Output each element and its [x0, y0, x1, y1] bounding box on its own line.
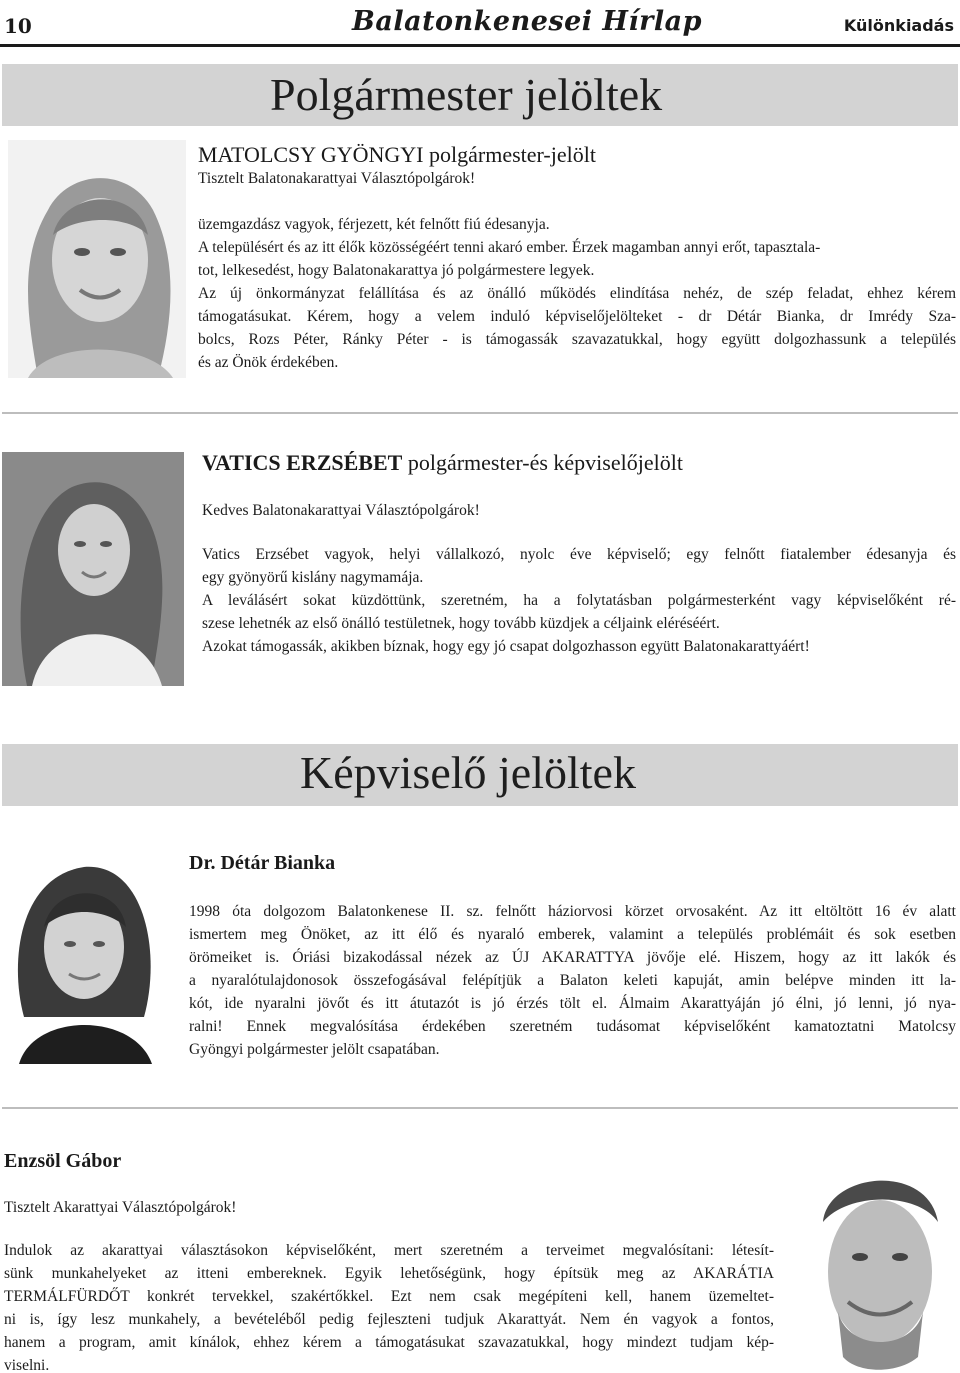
separator-1 — [2, 412, 958, 414]
candidate-name-vatics: VATICS ERZSÉBET — [202, 450, 403, 475]
greeting-matolcsy: Tisztelt Balatonakarattyai Választópolgárok! — [198, 170, 476, 187]
candidate-text-enzsol — [4, 1196, 774, 1373]
candidate-photo-matolcsy — [8, 140, 186, 378]
candidate-name-enzsol: Enzsöl Gábor — [4, 1150, 122, 1172]
candidate-photo-enzsol — [798, 1152, 958, 1373]
section-title-mayor: Polgármester jelöltek — [270, 69, 663, 120]
text-line: ralni! Ennek megvalósítása érdekében szeretném tudásomat képviselőként kamatoztatni Matolcsy — [189, 1018, 956, 1035]
edition-label: Különkiadás — [843, 16, 954, 35]
text-line: A leválásért sokat küzdöttünk, szeretném, ha a folytatásban polgármesterként vagy képviselőként ré- — [202, 592, 956, 609]
text-line: üzemgazdász vagyok, férjezett, két felnőtt fiú édesanyja. — [198, 216, 550, 233]
candidate-text-matolcsy — [198, 167, 956, 374]
candidate-photo-vatics — [2, 452, 184, 686]
text-line: bolcs, Rozs Péter, Ránky Péter - is támogassák szavazatukkal, hogy együtt dolgozhassunk a település — [198, 331, 956, 348]
blank-line — [4, 1219, 774, 1239]
blank-line — [198, 190, 956, 213]
section-band-council — [2, 744, 958, 806]
text-line: Vatics Erzsébet vagyok, helyi vállalkozó, nyolc éve képviselő; egy felnőtt fiatalember édesanyja és — [202, 546, 956, 563]
text-line: szese lehetnék az első önálló testületnek, hogy tovább küzdjek a céljaink eléréséért. — [202, 615, 720, 632]
text-line: ismertem meg Önöket, az itt élő és nyaraló emberek, valamint a település problémáit és sok esetben — [189, 926, 956, 943]
text-line: egy gyönyörű kislány nagymamája. — [202, 569, 424, 586]
text-line: viselni. — [4, 1357, 50, 1373]
header-rule — [0, 44, 960, 47]
candidate-heading-matolcsy — [198, 142, 596, 168]
page-number: 10 — [4, 14, 32, 38]
candidate-role-matolcsy: polgármester-jelölt — [429, 142, 596, 167]
candidate-name-matolcsy: MATOLCSY GYÖNGYI — [198, 142, 424, 167]
greeting-enzsol: Tisztelt Akarattyai Választópolgárok! — [4, 1199, 237, 1216]
greeting-vatics: Kedves Balatonakarattyai Választópolgárok! — [202, 502, 480, 519]
text-line: Indulok az akarattyai választásokon képviselőként, mert szeretném a terveimet megvalósítani: létesít- — [4, 1242, 774, 1259]
text-line: a nyaralótulajdonosok összefogásával felépítjük a Balaton keleti kapuját, amin belépve minden itt la- — [189, 972, 956, 989]
candidate-role-vatics: polgármester-és képviselőjelölt — [407, 450, 683, 475]
text-line: Azokat támogassák, akikben bíznak, hogy egy jó csapat dolgozhasson együtt Balatonakarattyáért! — [202, 638, 810, 655]
section-band-mayor — [2, 64, 958, 126]
text-line: 1998 óta dolgozom Balatonkenese II. sz. felnőtt háziorvosi körzet orvosaként. Az itt eltöltött 16 év alatt — [189, 903, 956, 920]
text-line: ni is, így lesz munkahely, a bevételéből pedig fejleszteni tudjuk Akarattyát. Nem én vagyok a fontos, — [4, 1311, 774, 1328]
text-line: kót, ide nyaralni jövőt és itt átutazót is jó érzés tölt el. Álmaim Akarattyáján jó élni, jó lenni, jó nya- — [189, 995, 956, 1012]
text-line: örömeiket is. Óriási bizakodással nézek az ÚJ AKARATTYA jövője elé. Hiszem, hogy az itt lakók és — [189, 949, 956, 966]
text-line: támogatásukat. Kérem, hogy a velem induló képviselőjelölteket - dr Détár Bianka, dr Imrédy Sza- — [198, 308, 956, 325]
text-line: A településért és az itt élők közösségéért tenni akaró ember. Érzek magamban annyi erőt, tapasztala- — [198, 239, 821, 256]
separator-2 — [2, 1107, 958, 1109]
text-line: és az Önök érdekében. — [198, 354, 339, 371]
candidate-photo-detar — [4, 842, 162, 1064]
text-line: hanem a program, amit kínálok, ehhez kérem a támogatásukat szavazatukkal, hogy mindezt tudjam kép- — [4, 1334, 774, 1351]
candidate-text-vatics — [202, 499, 956, 658]
text-line: TERMÁLFÜRDŐT konkrét tervekkel, szakértőkkel. Ezt nem csak megépíteni kell, hanem üzemeltet- — [4, 1288, 774, 1305]
text-line: Gyöngyi polgármester jelölt csapatában. — [189, 1041, 440, 1058]
candidate-heading-vatics — [202, 450, 683, 476]
masthead: Balatonkenesei Hírlap — [352, 6, 703, 37]
candidate-text-detar — [189, 900, 956, 1061]
text-line: Az új önkormányzat felállítása és az önálló működés elindítása nehéz, de szép feladat, ehhez kérem — [198, 285, 956, 302]
blank-line — [202, 522, 956, 543]
text-line: sünk munkahelyeket az itteni embereknek. Egyik lehetőségünk, hogy építsük meg az AKARÁTIA — [4, 1265, 774, 1282]
candidate-name-detar: Dr. Détár Bianka — [189, 852, 336, 874]
section-title-council: Képviselő jelöltek — [300, 747, 636, 798]
text-line: tot, lelkesedést, hogy Balatonakarattya jó polgármestere legyek. — [198, 262, 595, 279]
